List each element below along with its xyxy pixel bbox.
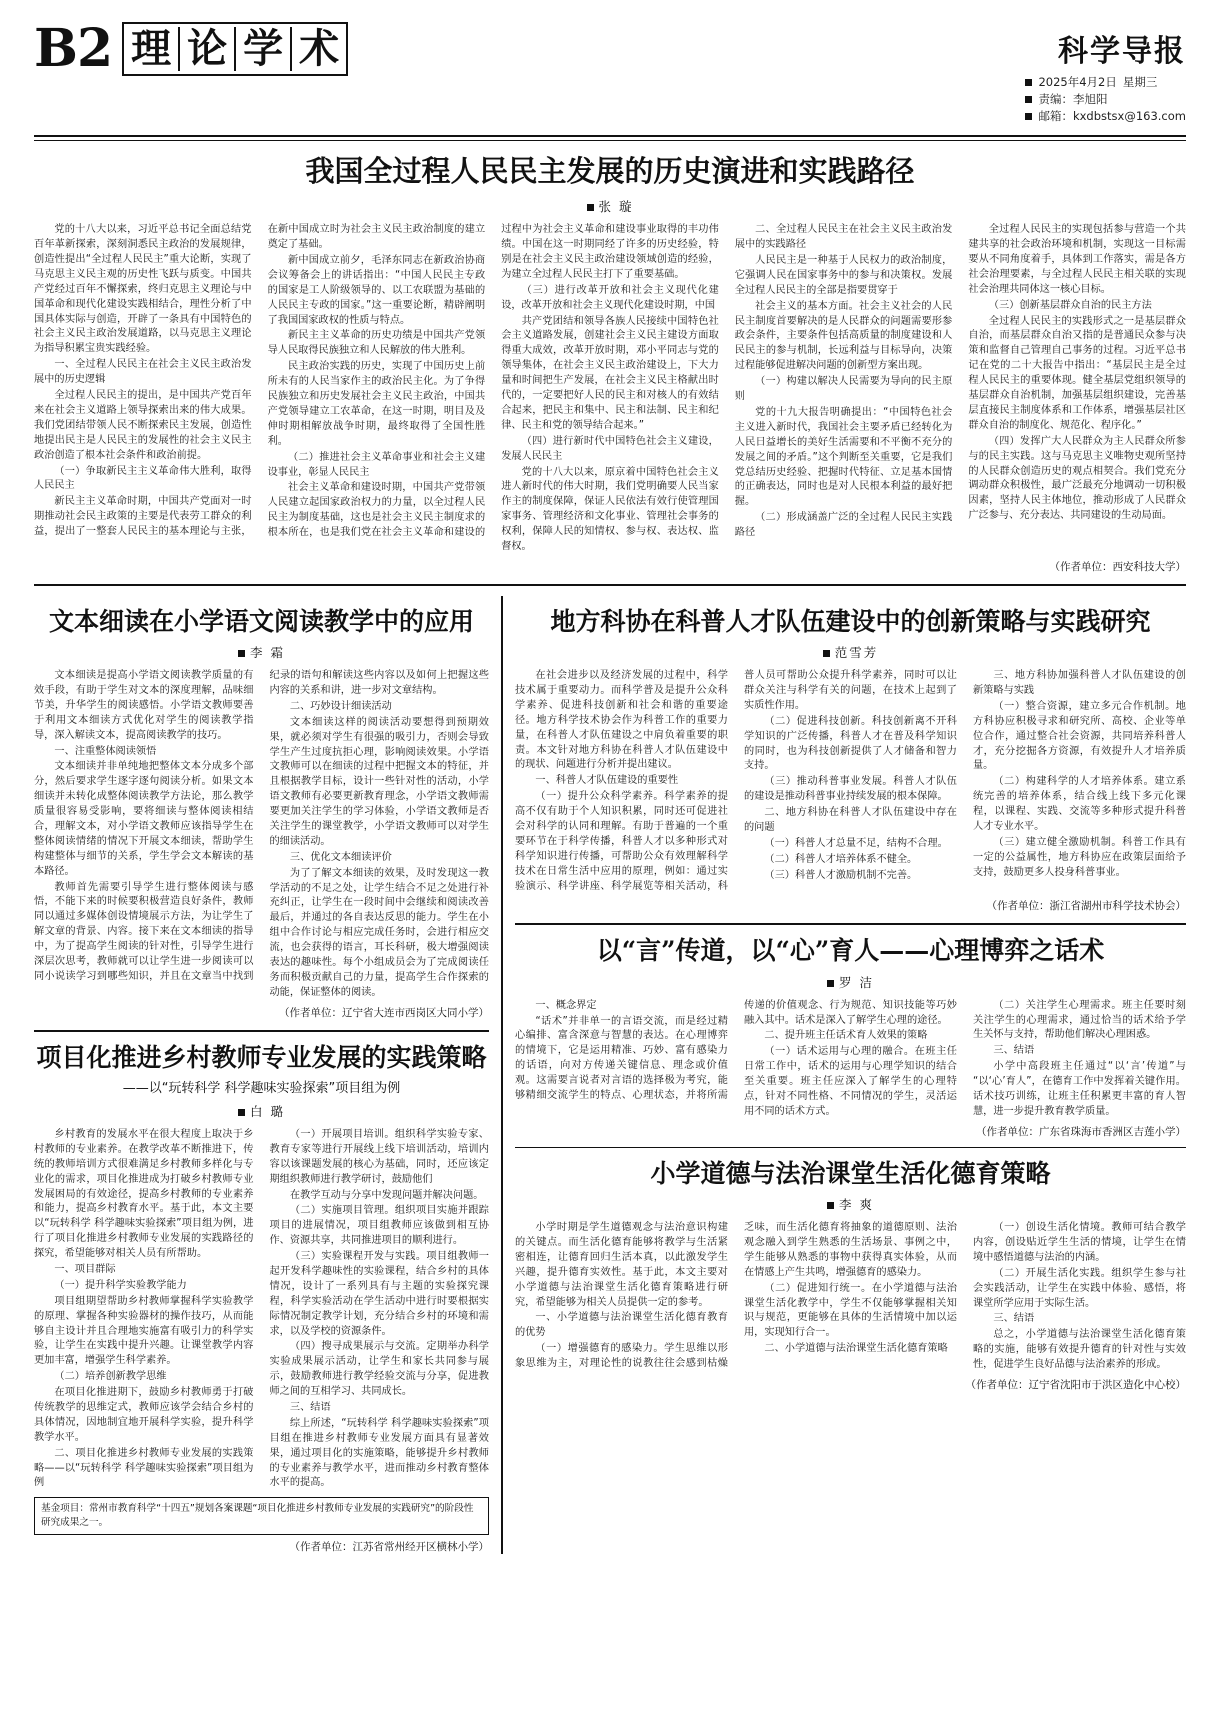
section-divider-3	[290, 27, 292, 71]
column-divider	[501, 596, 503, 1554]
paragraph: 一、项目群际	[54, 1263, 116, 1275]
paragraph: 人民民主是一种基于人民权力的政治制度，它强调人民在国家事务中的参与和决策权。发展全过程人民民主的全部是指要贯穿于	[734, 255, 953, 296]
article-subtitle: ——以“玩转科学 科学趣味实验探索”项目组为例	[122, 1080, 401, 1096]
paragraph: 小学中高段班主任通过“以‘言’传道”与“以‘心’育人”，在德育工作中发挥着关键作用。话术技巧训练，让班主任积累更丰富的育人智慧，进一步提升教育教学质量。	[973, 1061, 1186, 1117]
masthead-right	[856, 22, 1186, 125]
paragraph: （二）实施项目管理。组织项目实施并跟踪项目的进展情况，项目组教师应该做到相互协作、资源共享，共同推进项目的顺利进行。	[269, 1205, 489, 1247]
email-label: 邮箱：kxdbstsx@163.com	[1038, 109, 1186, 123]
paragraph: 小学时期是学生道德观念与法治意识构建的关键点。而生活化德育能够将教学与生活紧密相连，让德育回归生活本真，以此激发学生兴趣，提升德育实效性。基于此，本文主要对小学道德与法治课堂生活化德育策略进行研究，希望能够为相关人员提供一定的参考。	[515, 1222, 728, 1308]
paragraph: 一、全过程人民民主在社会主义民主政治发展中的历史逻辑	[34, 359, 252, 386]
bullet-icon	[1025, 79, 1032, 86]
paragraph: 综上所述，“玩转科学 科学趣味实验探索”项目组在推进乡村教师专业发展方面具有显著效果，通过项目化的实施策略，能够提升乡村教师的专业素养与教学水平，进而推动乡村教育整体水平的提高。	[269, 1417, 489, 1489]
paragraph: 二、全过程人民民主在社会主义民主政治发展中的实践路径	[734, 224, 953, 251]
paragraph: 文本细读并非单纯地把整体文本分成多个部分，然后要求学生逐字逐句阅读分析。如果文本细读并未转化成整体阅读教学方法论，那么教学质量很容易受影响，要将细读与整体阅读相结合，理解文本，对小学语文教师应该指导学生在整体阅读情绪的情况下开展文本细读，帮助学生构建整体与细节的关系，学生学会文本解读的基本路径。	[34, 761, 254, 877]
paragraph: （一）科普人才总量不足，结构不合理。	[764, 837, 948, 849]
paragraph: （三）推动科普事业发展。科普人才队伍的建设是推动科普事业持续发展的根本保障。	[744, 776, 957, 803]
byline-bullet-icon	[238, 1109, 245, 1116]
article-signature: （作者单位：辽宁省大连市西岗区大同小学）	[279, 1006, 489, 1019]
masthead-meta	[1025, 74, 1186, 125]
paragraph: 三、地方科协加强科普人才队伍建设的创新策略与实践	[973, 670, 1186, 696]
paragraph: 二、巧妙设计细读活动	[289, 700, 392, 712]
paragraph: （二）构建科学的人才培养体系。建立系统完善的培养体系，结合线上线下多元化课程，以课程、实践、交流等多种形式提升科普人才专业水平。	[973, 776, 1186, 832]
paragraph: 二、项目化推进乡村教师专业发展的实践策略——以“玩转科学 科学趣味实验探索”项目组为例	[34, 1447, 254, 1489]
page-number: B2	[34, 18, 113, 79]
paragraph: （一）提升公众科学素养。科学素养的提高不仅有助于个人知识积累，同时还可促进社会对科学的认同和理解。有助于普遍的一个重要环节在于科学传播，科普人才以多种形式对科学知识进行传播，可帮助公众有效理解科学技术在日常生活中应用的原理，例如：通过实验演示、科学讲座、科学展览等相关活动，科普人员可帮助公众提升科学素养，同时可以让群众关注与科学有关的问题，在技术上起到了实质性作用。	[515, 670, 957, 892]
paragraph: 文本细读是提高小学语文阅读教学质量的有效手段，有助于学生对文本的深度理解，品味细节美，升华学生的阅读感悟。小学语文教师要善于利用文本细读方式优化对学生的阅读教学指导，深入解读文本，提高阅读教学的技巧。	[34, 670, 254, 741]
byline	[34, 197, 1186, 215]
paragraph: （一）整合资源，建立多元合作机制。地方科协应积极寻求和研究所、高校、企业等单位合作，通过整合社会资源，共同培养科普人才，充分挖掘各方资源，有效提升人才培养质量。	[973, 700, 1186, 772]
paragraph: （四）发挥广大人民群众为主人民群众所参与的民主实践。这与马克思主义唯物史观所坚持的人民群众创造历史的观点相契合。我们党充分调动群众积极性，最广泛最充分地调动一切积极因素，坚持人民主体地位，推动形成了人民群众广泛参与、充分表达、共同建设的生动局面。	[968, 435, 1186, 522]
article-body	[515, 669, 1186, 894]
byline	[515, 973, 1186, 991]
article-title: 以“言”传道，以“心”育人——心理博弈之话术	[596, 936, 1105, 966]
article-signature: （作者单位：浙江省湖州市科学技术协会）	[986, 900, 1186, 913]
band-2	[34, 596, 1186, 1554]
page-title: 我国全过程人民民主发展的历史演进和实践路径	[305, 154, 915, 188]
section-char-1: 理	[131, 25, 172, 72]
section-char-2: 论	[187, 25, 228, 72]
paragraph: 全过程人民民主的提出，是中国共产党百年来在社会主义道路上领导探索出来的伟大成果。我们党团结带领人民不断探索民主发展，创造性地提出民主是人民民主的发展性的社会主义民主政治创造了根本社会条件和政治前提。	[34, 390, 252, 461]
byline	[515, 643, 1186, 661]
paragraph: （二）培养创新教学思维	[54, 1371, 167, 1383]
paragraph: 三、结语	[993, 1313, 1035, 1325]
weekday: 星期三	[1122, 75, 1158, 89]
paragraph: 新民主主义革命的历史功绩是中国共产党领导人民取得民族独立和人民解放的伟大胜利。	[267, 330, 486, 357]
bullet-icon	[1025, 113, 1032, 120]
paragraph: 在教学互动与分享中发现问题并解决问题。	[289, 1189, 484, 1201]
section-divider	[34, 1030, 489, 1032]
paragraph: 一、注重整体阅读领悟	[54, 745, 157, 757]
paragraph: 项目组期望帮助乡村教师掌握科学实验教学的原理、掌握各种实验器材的操作技巧，从而能够自主设计并且合理地实施富有吸引力的科学实验，让学生在实践中提升兴趣。让课堂教学内容更加丰富，增强学生科学素养。	[34, 1295, 254, 1367]
paragraph: 全过程人民民主的实现包括参与营造一个共建共享的社会政治环境和机制，实现这一目标需要从不同角度着手，具体到工作落实，需是各方社会治理要素，与全过程人民民主相关联的实现社会治理共同体这一核心目标。	[968, 224, 1186, 295]
section-divider	[515, 1147, 1186, 1148]
paragraph: 新民主主义革命时期，中国共产党面对一时期推动社会民主政策的主要是代表劳工群众的利益，提出了一整套人民民主的基本理论与主张，在新中国成立时为社会主义民主政治制度的建立奠定了基础。	[34, 224, 486, 538]
paragraph: （四）搜寻成果展示与交流。定期举办科学实验成果展示活动，让学生和家长共同参与展示，鼓励教师进行教学经验交流与分享，促进教师之间的互相学习、共同成长。	[269, 1341, 489, 1398]
paragraph: 社会主义的基本方面。社会主义社会的人民民主制度首要解决的是人民群众的问题需要形参政会条件，主要条件包括高质量的制度建设和人民民主的参与机制，长远利益与目标导向，决策过程能够促进解决问题的创新型方案出现。	[734, 300, 953, 372]
article-title: 文本细读在小学语文阅读教学中的应用	[48, 606, 474, 636]
paragraph: 总之，小学道德与法治课堂生活化德育策略的实施，能够有效提升德育的针对性与实效性，促进学生良好品德与法治素养的形成。	[973, 1329, 1186, 1371]
paragraph: （一）争取新民主主义革命伟大胜利，取得人民民主	[34, 465, 252, 492]
paragraph: （一）构建以解决人民需要为导向的民主原则	[734, 376, 953, 403]
band-2-right	[515, 596, 1186, 1554]
masthead-rule	[34, 135, 1186, 137]
section-divider-2	[234, 27, 236, 71]
article-signature: （作者单位：西安科技大学）	[1049, 560, 1186, 573]
article-body	[515, 999, 1186, 1120]
article-body	[515, 1221, 1186, 1373]
author-name: 李 爽	[839, 1197, 874, 1213]
bullet-icon	[1025, 96, 1032, 103]
paragraph: 在社会进步以及经济发展的过程中，科学技术属于重要动力。而科学普及是提升公众科学素养、促进科技创新和社会和谐的重要途径。地方科学技术协会作为科普工作的重要力量，在科普人才队伍建设之中肩负着重要的职责。本文针对地方科协在科普人才队伍建设中的现状、问题进行分析并提出建议。	[515, 670, 728, 771]
paragraph: 共产党团结和领导各族人民接续中国特色社会主义道路发展，创建社会主义民主建设方面取得重大成效，改革开放时期，邓小平同志与党的领导集体，在社会主义民主政治建设上，下大力量和时间把生产发展，在社会主义民主格献出时代的，一定要把好人民的民主和对核人的有效结合起来，把民主和集中、民主和法制、民主和纪律、民主和党的领导结合起来。”	[501, 315, 719, 431]
article-title: 项目化推进乡村教师专业发展的实践策略	[36, 1042, 487, 1072]
byline	[34, 1102, 489, 1120]
section-divider-1	[178, 27, 180, 71]
article-title: 小学道德与法治课堂生活化德育策略	[650, 1158, 1051, 1188]
author-name: 范雪芳	[834, 645, 879, 661]
paragraph: 三、优化文本细读评价	[289, 851, 392, 863]
article-main-body	[34, 223, 1186, 555]
paragraph: （四）进行新时代中国特色社会主义建设，发展人民民主	[501, 435, 719, 462]
paragraph: （二）促进知行统一。在小学道德与法治课堂生活化教学中，学生不仅能够掌握相关知识与规范，更能够在具体的生活情境中加以运用，实现知行合一。	[744, 1282, 957, 1339]
author-name: 白 璐	[250, 1103, 285, 1119]
paper-name: 科学导报	[1058, 34, 1186, 69]
publish-date: 2025年4月2日	[1038, 75, 1117, 89]
paragraph: 二、提升班主任话术育人效果的策略	[764, 1030, 928, 1042]
paragraph: （三）进行改革开放和社会主义现代化建设，改革开放和社会主义现代化建设时期，中国	[501, 284, 719, 311]
byline-bullet-icon	[587, 204, 594, 211]
masthead-left	[34, 18, 348, 79]
paragraph: （二）促进科技创新。科技创新离不开科学知识的广泛传播，科普人才在普及科学知识的同时，也为科技创新提供了人才储备和智力支持。	[744, 715, 957, 772]
paragraph: 党的十八大以来，习近平总书记全面总结党百年革新探索，深刻洞悉民主政治的发展规律，创造性提出“全过程人民民主”重大论断，实现了马克思主义民主观的历史性飞跃与质变。中国共产党经过百年不懈探索，终归克思主义理论与中国革命和现代化建设实践相结合，理性分析了中国具体实际与创造，开辟了一条具有中国特色的社会主义民主政治发展道路，以马克思主义理论为指导积累宝贵实践经验。	[34, 224, 252, 355]
paragraph: （三）科普人才激励机制不完善。	[764, 869, 918, 881]
paragraph: 二、小学道德与法治课堂生活化德育策略	[764, 1343, 948, 1355]
author-name: 张 璇	[598, 199, 634, 215]
article-xinli	[515, 935, 1186, 1138]
editor-label: 责编：李旭阳	[1038, 92, 1108, 106]
paragraph: （三）建立健全激励机制。科普工作具有一定的公益属性，地方科协应在政策层面给予支持，鼓励更多人投身科普事业。	[973, 836, 1186, 878]
article-title: 地方科协在科普人才队伍建设中的创新策略与实践研究	[550, 606, 1151, 636]
article-kexie	[515, 606, 1186, 914]
byline-bullet-icon	[827, 980, 834, 987]
author-name: 李 霜	[250, 645, 285, 661]
paragraph: （二）科普人才培养体系不健全。	[764, 853, 918, 865]
paragraph: “话术”并非单一的言语交流，而是经过精心编排、富含深意与智慧的表达。在心理博弈的情境下，它是运用精准、巧妙、富有感染力的话语，向对方传递关键信息、理念或价值观。这需要言说者对言语的选择极为考究，能够精细交流学生的特点、心理状态，并将所需传递的价值观念、行为规范、知识技能等巧妙融入其中。话术是深入了解学生心理的途径。	[515, 999, 957, 1102]
article-body	[34, 1128, 489, 1492]
section-divider	[515, 923, 1186, 925]
article-signature: （作者单位：江苏省常州经开区横林小学）	[289, 1541, 489, 1554]
paragraph: （二）形成涵盖广泛的全过程人民民主实践路径	[734, 512, 953, 539]
paragraph: 为了了解文本细读的效果，及时发现这一教学活动的不足之处，让学生结合不足之处进行补充纠正，让学生在一段时间中会继续和阅读改善最后，并通过的各自表达反思的能力。学生在小组中合作讨论与相应完成任务时，会进行相应交流，也会获得的语言，耳长科研，极大增强阅读表达的趣味性。每个小组成员会为了完成阅读任务而积极贡献自己的力量，提高学生合作探索的动能，保证整体的阅读。	[269, 867, 489, 998]
article-body	[34, 669, 489, 1001]
paragraph: （二）关注学生心理需求。班主任要时刻关注学生的心理需求，通过恰当的话术给予学生关怀与支持，帮助他们解决心理困惑。	[973, 999, 1186, 1041]
masthead-rule-thin	[34, 140, 1186, 141]
paragraph: （一）增强德育的感染力。学生思维以形象思维为主，对理论性的说教往往会感到枯燥乏味，而生活化德育将抽象的道德原则、法治观念融入到学生熟悉的生活场景、事例之中，学生能够从熟悉的事物中获得真实体验，从而在情感上产生共鸣，增强德育的感染力。	[515, 1222, 957, 1370]
article-xiangmu	[34, 1042, 489, 1554]
article-wenben	[34, 606, 489, 1020]
byline	[515, 1195, 1186, 1213]
article-main	[34, 153, 1186, 574]
paragraph: （一）提升科学实验教学能力	[54, 1279, 187, 1291]
byline-bullet-icon	[827, 1202, 834, 1209]
article-signature: （作者单位：辽宁省沈阳市于洪区造化中心校）	[965, 1378, 1186, 1391]
paragraph: （一）创设生活化情境。教师可结合教学内容，创设贴近学生生活的情境，让学生在情境中感悟道德与法治的内涵。	[973, 1222, 1186, 1263]
paragraph: 一、概念界定	[535, 999, 597, 1011]
paragraph: 全过程人民民主的实践形式之一是基层群众自治，而基层群众自治又指的是普通民众参与决策和监督自己管理自己事务的过程。习近平总书记在党的二十大报告中指出：“基层民主是全过程人民民主的重要体现。健全基层党组织领导的基层群众自治机制，加强基层组织建设，完善基层直接民主制度体系和工作体系，增强基层社区群众自治的制度化、规范化、程序化。”	[968, 315, 1186, 431]
paragraph: 党的十九大报告明确提出：“中国特色社会主义进入新时代，我国社会主要矛盾已经转化为人民日益增长的美好生活需要和不平衡不充分的发展之间的矛盾。”这个判断至关重要，它是我们党总结历史经验、把握时代特征、立足基本国情的正确表达，同时也是对人民根本利益的最好把握。	[734, 406, 953, 508]
paragraph: 教师首先需要引导学生进行整体阅读与感悟，不能下来的时候要积极营造良好条件，教师同以通过多媒体创设情境展示方法，为让学生了解文章的背景、内容。接下来在文本细读的指导中，为了提高学生阅读的针对性，引导学生进行深层次思考，教师就可以让学生进一步阅读可以同小说读学习到哪些知识，并且在文章当中找到纪录的语句和解读这些内容以及如何上把握这些内容的关系和讲，进一步对文章结构。	[34, 670, 489, 982]
byline-bullet-icon	[823, 650, 830, 657]
section-title-box	[122, 22, 348, 76]
paragraph: （二）推进社会主义革命事业和社会主义建设事业，彰显人民民主	[267, 451, 486, 478]
paragraph: 文本细读这样的阅读活动要想得到预期效果，就必须对学生有很强的吸引力，否则会导致学生产生过度抗拒心理，影响阅读效果。小学语文教师可以在细读的过程中把握文本的特征，并且根据教学目标，设计一些针对性的活动，小学语文教师有必要更新教育理念，小学语文教师需要更加关注学生的学习体验，小学语文教师是否关注学生的课堂教学，小学语文教师可以对学生的细读活动。	[269, 716, 489, 847]
band-2-left	[34, 596, 489, 1554]
paragraph: 三、结语	[289, 1401, 331, 1413]
paragraph: （三）实验课程开发与实践。项目组教师一起开发科学趣味性的实验课程，结合乡村的具体情况，设计了一系列具有与主题的实验探究课程，科学实验活动在学生活动中进行时要根据实际情况制定教学计划，充分结合乡村的环境和需求，以及学校的资源条件。	[269, 1251, 489, 1337]
paragraph: （二）开展生活化实践。组织学生参与社会实践活动，让学生在实践中体验、感悟，将课堂所学应用于实际生活。	[973, 1267, 1186, 1309]
section-divider	[34, 584, 1186, 586]
masthead	[34, 18, 1186, 131]
paragraph: 社会主义革命和建设时期，中国共产党带领人民建立起国家政治权力的力量，以全过程人民民主为制度基础，这也是社会主义民主制度求的根本所在，也是我们党在社会主义革命和建设的过程中为社会主义革命和建设事业取得的丰功伟绩。中国在这一时期同经了许多的历史经验，特别是在社会主义民主政治建设领域创造的经验，为建立全过程人民民主打下了重要基础。	[267, 224, 719, 539]
paragraph: 一、科普人才队伍建设的重要性	[535, 775, 679, 787]
section-char-4: 术	[299, 25, 340, 72]
paragraph: 党的十八大以来，原京着中国特色社会主义进人新时代的伟大时期，我们党明确要人民当家作主的制度保障，保证人民依法有效行使管理国家事务、管理经济和文化事业、管理社会事务的权利，保障人民的知情权、参与权、表达权、监督权。	[501, 466, 719, 552]
author-name: 罗 洁	[839, 974, 874, 990]
byline	[34, 643, 489, 661]
article-daode	[515, 1158, 1186, 1392]
paragraph: 一、小学道德与法治课堂生活化德育教育的优势	[515, 1312, 728, 1339]
paragraph: 新中国成立前夕，毛泽东同志在新政治协商会议筹备会上的讲话指出：“中国人民民主专政的国家是工人阶级领导的、以工农联盟为基础的人民民主专政的国家。”这一重要论断，精辟阐明了我国国家政权的性质与特点。	[267, 255, 486, 326]
article-signature: （作者单位：广东省珠海市香洲区吉莲小学）	[976, 1125, 1186, 1138]
paragraph: （三）创新基层群众自治的民主方法	[988, 299, 1152, 311]
paragraph: （一）话术运用与心理的融合。在班主任日常工作中，话术的运用与心理学知识的结合至关重要。班主任应深入了解学生的心理特点，针对不同性格、不同情况的学生，灵活运用不同的话术方式。	[744, 1046, 957, 1117]
paragraph: 民主政治实践的历史，实现了中国历史上前所未有的人民当家作主的政治民主化。为了争得民族独立和历史发展社会主义民主政治，中国共产党领导建立工农革命，在这一时期，明目及及伸时期相解放战争时期，最终取得了全国性胜利。	[267, 361, 486, 447]
paragraph: 三、结语	[993, 1045, 1035, 1057]
byline-bullet-icon	[238, 650, 245, 657]
paragraph: 乡村教育的发展水平在很大程度上取决于乡村教师的专业素养。在教学改革不断推进下，传统的教师培训方式很难满足乡村教师多样化与专业化的需求，项目化推进成为打破乡村教师专业发展困局的有效途径，提高乡村教师的专业素养和能力，提高乡村教育水平。基于此，本文主要以“玩转科学 科学趣味实验探索”项目组为例，进行了项目化推进乡村教师专业发展的实践路径的探究，希望能够对相关人员有所帮助。	[34, 1128, 254, 1260]
section-char-3: 学	[243, 25, 284, 72]
paragraph: 二、地方科协在科普人才队伍建设中存在的问题	[744, 807, 957, 833]
funding-note: 基金项目：常州市教育科学“十四五”规划各案课题“项目化推进乡村教师专业发展的实践研究”的阶段性研究成果之一。	[34, 1497, 489, 1535]
paragraph: 在项目化推进期下，鼓励乡村教师勇于打破传统教学的思维定式，教师应该学会结合乡村的具体情况，因地制宜地开展科学实验，提升科学教学水平。	[34, 1387, 254, 1443]
paragraph: （一）开展项目培训。组织科学实验专家、教育专家等进行开展线上线下培训活动，培训内容以该课题发展的核心为基础，同时，还应该定期组织教师进行教学研讨，鼓励他们	[269, 1128, 489, 1185]
